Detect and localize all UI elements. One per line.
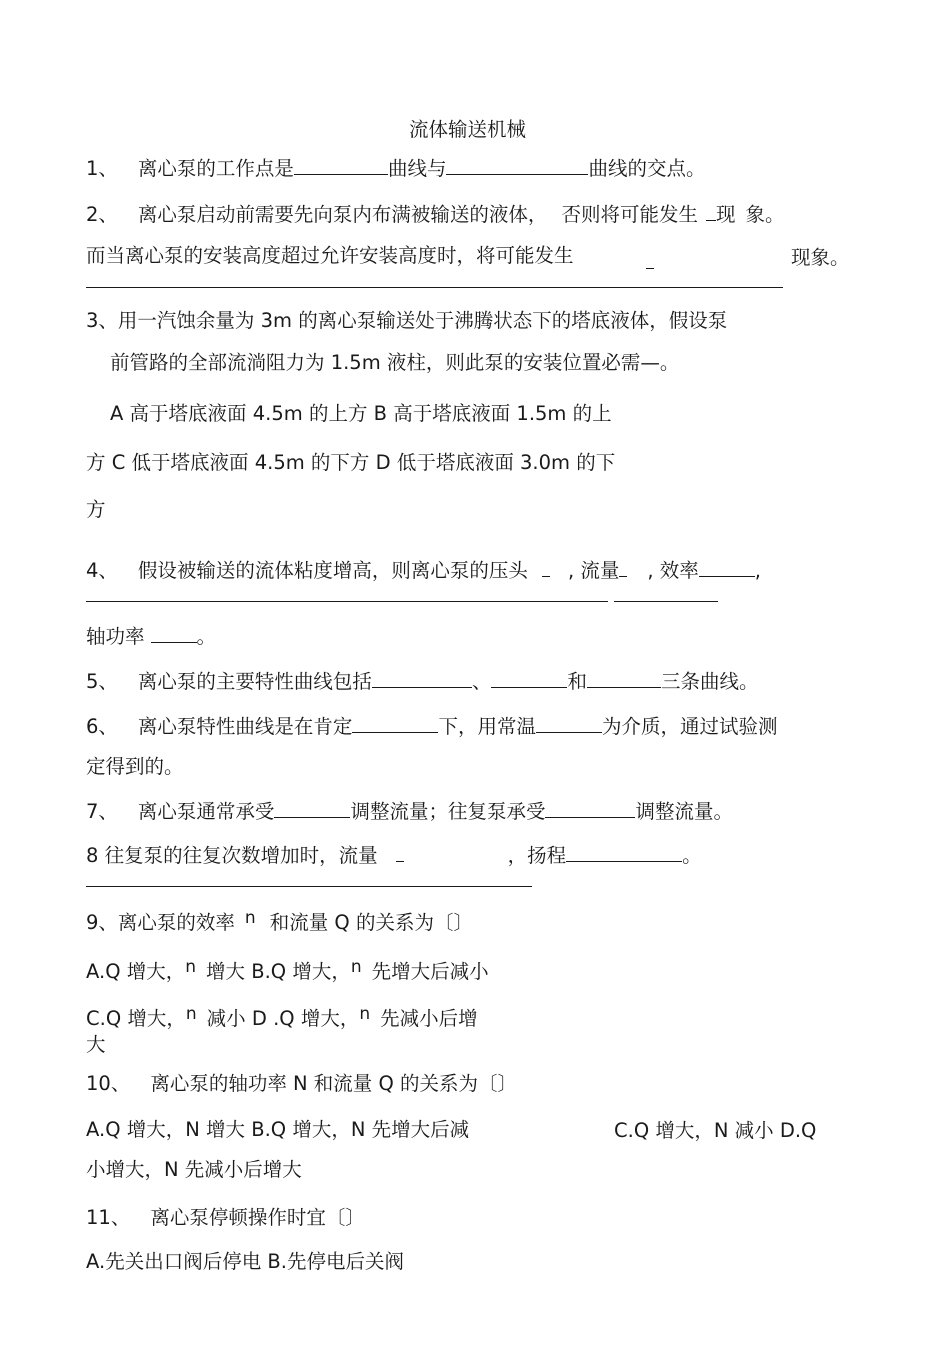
q1-text-b: 曲线与 — [387, 157, 447, 180]
q2-text-a: 离心泵启动前需要先向泵内布满被输送的液体， — [137, 203, 548, 226]
q4-answer-line-2[interactable] — [614, 601, 718, 602]
q4-text-b: , 流量 — [567, 559, 620, 582]
question-8 — [86, 843, 702, 868]
question-6 — [86, 714, 777, 739]
q5-blank-1[interactable] — [372, 669, 472, 688]
q4-blank-flow[interactable] — [619, 558, 627, 577]
q6-text-b: 下，用常温 — [438, 715, 536, 738]
q4-blank-head[interactable] — [542, 558, 550, 577]
q4-answer-line-1[interactable] — [86, 601, 608, 602]
q9-option-d-rest: 先减小后增 — [380, 1007, 478, 1030]
question-2-end: 现象。 — [791, 246, 850, 269]
q5-text-c: 和 — [567, 670, 587, 693]
q2-text-c: 现 — [715, 203, 736, 226]
q2-blank-1[interactable] — [706, 202, 716, 221]
question-3-line-1: 3、用一汽蚀余量为 3m 的离心泵输送处于沸腾状态下的塔底液体，假设泵 — [86, 309, 728, 332]
q5-blank-2[interactable] — [491, 669, 567, 688]
q7-number: 7、 — [86, 800, 118, 823]
q2-blank-2[interactable] — [646, 250, 654, 269]
question-3-options-3: 方 — [86, 498, 106, 521]
q4-blank-efficiency[interactable] — [699, 558, 755, 577]
q6-blank-1[interactable] — [352, 714, 438, 733]
q8-answer-line[interactable] — [86, 886, 532, 887]
q8-text-c: 。 — [682, 844, 702, 867]
q10-text-a: 离心泵的轴功率 N 和流量 Q 的关系为〔〕 — [150, 1072, 518, 1095]
question-9-options-1 — [86, 957, 489, 985]
q4-text-a: 假设被输送的流体粘度增高，则离心泵的压头 — [137, 559, 528, 582]
q9-option-d: 减小 D .Q 增大， — [206, 1007, 360, 1030]
q1-number: 1、 — [86, 157, 118, 180]
q8-text-a: 8 往复泵的往复次数增加时，流量 — [86, 844, 378, 867]
q5-text-b: 、 — [471, 670, 492, 693]
q1-text-a: 离心泵的工作点是 — [137, 157, 294, 180]
question-9-options-2 — [86, 1004, 478, 1032]
q7-text-c: 调整流量。 — [635, 800, 733, 823]
q11-text-a: 离心泵停顿操作时宜〔〕 — [150, 1206, 365, 1229]
q1-blank-2[interactable] — [446, 156, 588, 175]
q9-option-a: A.Q 增大， — [86, 960, 186, 983]
q8-text-b: ，扬程 — [507, 844, 567, 867]
q9-eta-symbol-d: n — [359, 1004, 371, 1024]
q9-option-b-rest: 先增大后减小 — [371, 960, 489, 983]
question-10-options-cd: C.Q 增大，N 减小 D.Q — [614, 1119, 817, 1142]
q4-blank-shaft-power[interactable] — [151, 624, 197, 643]
question-5 — [86, 669, 758, 694]
q5-text-d: 三条曲线。 — [660, 670, 759, 693]
q7-blank-2[interactable] — [545, 799, 635, 818]
q6-text-a: 离心泵特性曲线是在肯定 — [137, 715, 353, 738]
q4-text-d: , — [754, 559, 761, 582]
question-7 — [86, 799, 733, 824]
question-2-line-1 — [86, 202, 784, 227]
q4-number: 4、 — [86, 559, 118, 582]
q9-eta-symbol: n — [244, 908, 256, 928]
question-10 — [86, 1072, 517, 1096]
q9-option-c: C.Q 增大， — [86, 1007, 186, 1030]
q7-text-b: 调整流量；往复泵承受 — [350, 800, 546, 823]
q8-blank-head[interactable] — [566, 843, 682, 862]
page-title: 流体输送机械 — [409, 118, 527, 141]
q8-blank-flow[interactable] — [396, 843, 404, 862]
q4-end: 。 — [196, 625, 217, 648]
q5-blank-3[interactable] — [587, 669, 661, 688]
q9-text-a: 9、离心泵的效率 — [86, 911, 235, 934]
question-11 — [86, 1206, 365, 1230]
q4-shaft-power-label: 轴功率 — [86, 625, 145, 648]
q10-number: 10、 — [86, 1072, 131, 1095]
q2-number: 2、 — [86, 203, 118, 226]
q1-blank-1[interactable] — [294, 156, 388, 175]
q4-text-c: , 效率 — [647, 559, 699, 582]
question-9 — [86, 908, 473, 936]
q9-eta-symbol-b: n — [350, 957, 362, 977]
q11-number: 11、 — [86, 1206, 131, 1229]
q1-text-c: 曲线的交点。 — [588, 157, 706, 180]
q2-text-b: 否则将可能发生 — [561, 203, 698, 226]
question-6-line-2: 定得到的。 — [86, 755, 184, 778]
q7-text-a: 离心泵通常承受 — [137, 800, 275, 823]
q9-eta-symbol-a: n — [185, 957, 197, 977]
question-3-options-1: A 高于塔底液面 4.5m 的上方 B 高于塔底液面 1.5m 的上 — [110, 402, 612, 425]
q6-text-c: 为介质，通过试验测 — [601, 715, 778, 738]
question-2-line-2: 而当离心泵的安装高度超过允许安装高度时，将可能发生 — [86, 244, 574, 267]
question-10-options-3: 小增大，N 先减小后增大 — [86, 1158, 302, 1181]
question-3-line-2: 前管路的全部流淌阻力为 1.5m 液柱，则此泵的安装位置必需—。 — [110, 351, 680, 374]
q6-blank-2[interactable] — [536, 714, 602, 733]
question-1 — [86, 156, 705, 181]
q6-number: 6、 — [86, 715, 118, 738]
question-3-options-2: 方 C 低于塔底液面 4.5m 的下方 D 低于塔底液面 3.0m 的下 — [86, 451, 616, 474]
q5-text-a: 离心泵的主要特性曲线包括 — [137, 670, 372, 693]
q2-answer-line[interactable] — [86, 287, 783, 288]
q9-eta-symbol-c: n — [185, 1004, 197, 1024]
q9-option-b: 增大 B.Q 增大， — [206, 960, 351, 983]
q9-text-b: 和流量 Q 的关系为〔〕 — [269, 911, 473, 934]
question-10-options-ab: A.Q 增大，N 增大 B.Q 增大，N 先增大后减 — [86, 1118, 470, 1141]
question-4-line-2 — [86, 624, 216, 649]
q5-number: 5、 — [86, 670, 118, 693]
question-9-options-3: 大 — [86, 1033, 106, 1056]
q7-blank-1[interactable] — [274, 799, 350, 818]
question-4 — [86, 558, 761, 583]
question-11-options: A.先关出口阀后停电 B.先停电后关阀 — [86, 1250, 404, 1273]
q2-text-d: 象。 — [745, 203, 785, 226]
